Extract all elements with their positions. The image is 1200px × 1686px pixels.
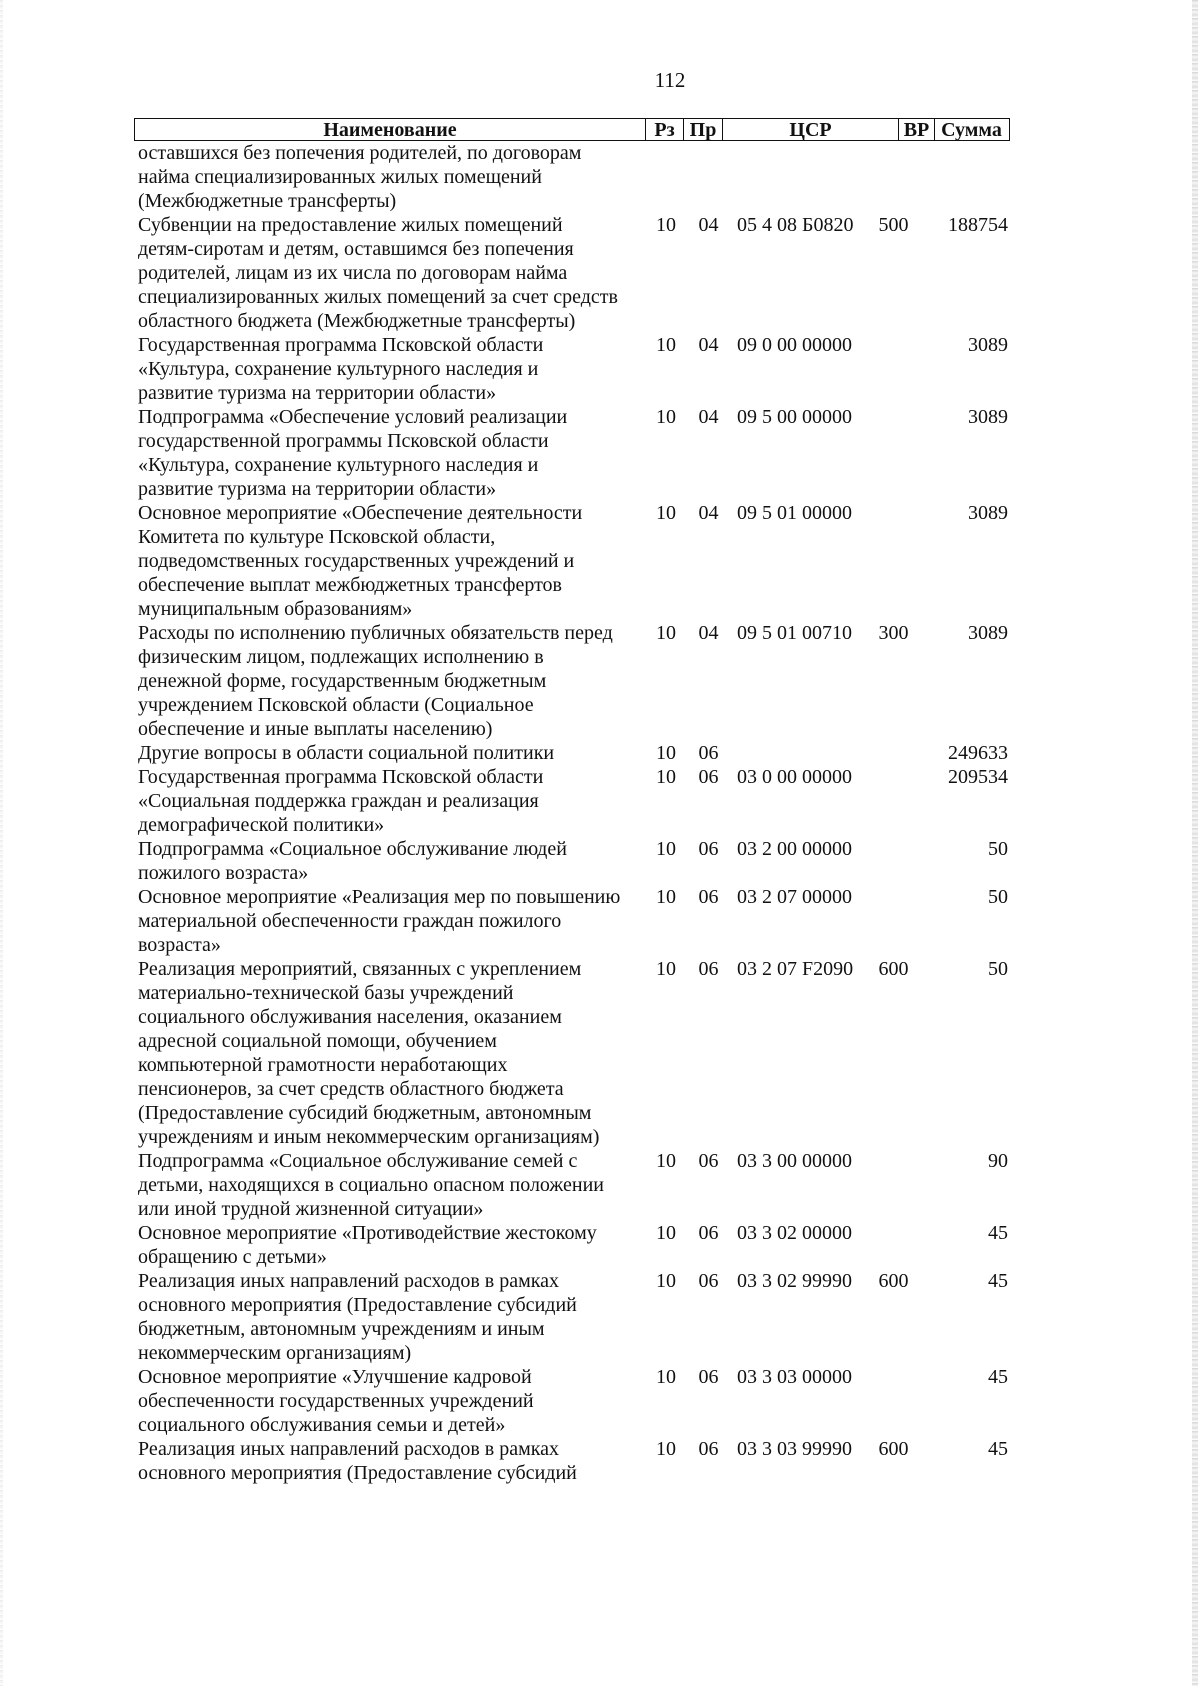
header-sum: Сумма — [934, 119, 1008, 140]
row-csr: 09 5 00 00000 — [737, 406, 852, 428]
row-name-line: основного мероприятия (Предоставление субсидий — [138, 1462, 577, 1484]
table-row — [134, 837, 1010, 885]
row-csr: 05 4 08 Б0820 — [737, 214, 854, 236]
budget-table — [134, 118, 1010, 1485]
row-name — [134, 213, 646, 333]
row-pr: 04 — [698, 214, 719, 236]
row-name-line: возраста» — [138, 934, 221, 956]
row-csr: 03 3 00 00000 — [737, 1150, 852, 1172]
row-csr: 09 0 00 00000 — [737, 334, 852, 356]
row-name — [134, 1149, 646, 1221]
row-csr: 03 3 03 00000 — [737, 1366, 852, 1388]
row-sum: 45 — [988, 1366, 1008, 1388]
header-vr: ВР — [898, 119, 934, 140]
row-name-line: государственной программы Псковской области — [138, 430, 549, 452]
row-name-line: обращению с детьми» — [138, 1246, 327, 1268]
row-name — [134, 741, 646, 765]
row-name-line: Подпрограмма «Обеспечение условий реализации — [138, 406, 568, 428]
table-row — [134, 1365, 1010, 1437]
row-name-line: материальной обеспеченности граждан пожилого — [138, 910, 562, 932]
row-name — [134, 957, 646, 1149]
row-name-line: обеспечение выплат межбюджетных трансфертов — [138, 574, 562, 596]
page-number: 112 — [654, 68, 686, 92]
row-name-line: некоммерческим организациям) — [138, 1342, 412, 1364]
row-name-line: Подпрограмма «Социальное обслуживание людей — [138, 838, 567, 860]
row-rz: 10 — [656, 1270, 676, 1292]
row-pr: 06 — [698, 766, 719, 788]
row-name-line: пенсионеров, за счет средств областного бюджета — [138, 1078, 564, 1100]
row-name-line: «Культура, сохранение культурного наследия и — [138, 454, 539, 476]
row-name-line: «Культура, сохранение культурного наследия и — [138, 358, 539, 380]
row-name-line: найма специализированных жилых помещений — [138, 166, 542, 188]
row-name-line: социального обслуживания семьи и детей» — [138, 1414, 506, 1436]
row-name-line: или иной трудной жизненной ситуации» — [138, 1198, 484, 1220]
row-name — [134, 333, 646, 405]
row-rz: 10 — [656, 766, 676, 788]
row-name-line: учреждениям и иным некоммерческим организациям) — [138, 1126, 600, 1148]
table-row — [134, 405, 1010, 501]
row-name-line: Реализация мероприятий, связанных с укреплением — [138, 958, 582, 980]
row-rz: 10 — [656, 886, 676, 908]
row-rz: 10 — [656, 334, 676, 356]
row-name-line: компьютерной грамотности неработающих — [138, 1054, 508, 1076]
row-name-line: основного мероприятия (Предоставление субсидий — [138, 1294, 577, 1316]
row-name-line: Основное мероприятие «Реализация мер по повышению — [138, 886, 621, 908]
row-name-line: денежной форме, государственным бюджетным — [138, 670, 547, 692]
row-name — [134, 1269, 646, 1365]
row-name-line: родителей, лицам из их числа по договорам найма — [138, 262, 568, 284]
header-csr: ЦСР — [722, 119, 898, 140]
row-pr: 04 — [698, 622, 719, 644]
row-name-line: Основное мероприятие «Противодействие жестокому — [138, 1222, 597, 1244]
row-pr: 04 — [698, 502, 719, 524]
row-name-line: областного бюджета (Межбюджетные трансферты) — [138, 310, 576, 332]
row-name-line: Подпрограмма «Социальное обслуживание семей с — [138, 1150, 578, 1172]
row-sum: 90 — [988, 1150, 1008, 1172]
table-row — [134, 1221, 1010, 1269]
row-pr: 06 — [698, 958, 719, 980]
row-sum: 50 — [988, 838, 1008, 860]
row-rz: 10 — [656, 838, 676, 860]
row-rz: 10 — [656, 1222, 676, 1244]
header-name: Наименование — [323, 119, 457, 141]
row-name-line: Комитета по культуре Псковской области, — [138, 526, 496, 548]
row-name-line: Государственная программа Псковской области — [138, 334, 544, 356]
row-name-line: детям-сиротам и детям, оставшимся без попечения — [138, 238, 574, 260]
row-name-line: Другие вопросы в области социальной политики — [138, 742, 555, 764]
row-name-line: обеспеченности государственных учреждений — [138, 1390, 534, 1412]
row-pr: 06 — [698, 1366, 719, 1388]
row-name-line: учреждением Псковской области (Социальное — [138, 694, 534, 716]
row-sum: 209534 — [948, 766, 1008, 788]
row-name-line: Расходы по исполнению публичных обязательств перед — [138, 622, 613, 644]
table-row — [134, 957, 1010, 1149]
row-sum: 3089 — [968, 406, 1008, 428]
table-row — [134, 501, 1010, 621]
row-name-line: муниципальным образованиям» — [138, 598, 413, 620]
row-rz: 10 — [656, 742, 676, 764]
header-rz: Рз — [645, 119, 683, 140]
row-name-line: материально-технической базы учреждений — [138, 982, 514, 1004]
row-pr: 06 — [698, 742, 719, 764]
row-sum: 45 — [988, 1438, 1008, 1460]
row-pr: 06 — [698, 838, 719, 860]
row-name — [134, 1365, 646, 1437]
row-name-line: развитие туризма на территории области» — [138, 478, 497, 500]
row-name-line: пожилого возраста» — [138, 862, 309, 884]
table-row — [134, 1437, 1010, 1485]
table-row — [134, 213, 1010, 333]
row-sum: 3089 — [968, 334, 1008, 356]
row-name-line: Реализация иных направлений расходов в рамках — [138, 1438, 560, 1460]
table-row — [134, 1149, 1010, 1221]
row-sum: 3089 — [968, 622, 1008, 644]
row-name — [134, 1221, 646, 1269]
row-name-line: оставшихся без попечения родителей, по договорам — [138, 142, 582, 164]
row-name-line: физическим лицом, подлежащих исполнению в — [138, 646, 544, 668]
table-row — [134, 741, 1010, 765]
row-pr: 06 — [698, 1438, 719, 1460]
row-csr: 09 5 01 00000 — [737, 502, 852, 524]
table-header — [134, 118, 1010, 141]
table-row — [134, 885, 1010, 957]
row-name-line: демографической политики» — [138, 814, 385, 836]
row-pr: 06 — [698, 1270, 719, 1292]
row-vr: 300 — [878, 622, 909, 644]
row-pr: 06 — [698, 886, 719, 908]
table-row — [134, 141, 1010, 213]
row-sum: 45 — [988, 1222, 1008, 1244]
row-csr: 03 3 02 99990 — [737, 1270, 852, 1292]
row-name-line: «Социальная поддержка граждан и реализация — [138, 790, 539, 812]
row-name-line: (Предоставление субсидий бюджетным, автономным — [138, 1102, 592, 1124]
row-csr: 03 2 07 00000 — [737, 886, 852, 908]
row-sum: 50 — [988, 886, 1008, 908]
table-row — [134, 765, 1010, 837]
row-vr: 600 — [878, 1438, 909, 1460]
row-vr: 600 — [878, 958, 909, 980]
row-pr: 04 — [698, 406, 719, 428]
row-csr: 03 2 00 00000 — [737, 838, 852, 860]
row-sum: 3089 — [968, 502, 1008, 524]
row-rz: 10 — [656, 622, 676, 644]
row-csr: 03 3 02 00000 — [737, 1222, 852, 1244]
row-rz: 10 — [656, 1366, 676, 1388]
row-name-line: (Межбюджетные трансферты) — [138, 190, 397, 212]
table-row — [134, 333, 1010, 405]
row-name — [134, 885, 646, 957]
row-name — [134, 621, 646, 741]
row-name-line: Субвенции на предоставление жилых помещений — [138, 214, 563, 236]
row-name-line: Государственная программа Псковской области — [138, 766, 544, 788]
row-name-line: специализированных жилых помещений за счет средств — [138, 286, 618, 308]
scan-left-edge — [0, 0, 3, 1686]
row-pr: 04 — [698, 334, 719, 356]
row-name-line: Основное мероприятие «Обеспечение деятельности — [138, 502, 583, 524]
row-rz: 10 — [656, 406, 676, 428]
table-body — [134, 141, 1010, 1485]
row-vr: 500 — [878, 214, 909, 236]
row-name-line: социального обслуживания населения, оказанием — [138, 1006, 562, 1028]
row-name — [134, 765, 646, 837]
row-rz: 10 — [656, 502, 676, 524]
row-csr: 03 3 03 99990 — [737, 1438, 852, 1460]
row-rz: 10 — [656, 1150, 676, 1172]
row-name-line: детьми, находящихся в социально опасном положении — [138, 1174, 604, 1196]
row-csr: 03 2 07 F2090 — [737, 958, 854, 980]
row-name — [134, 837, 646, 885]
row-csr: 03 0 00 00000 — [737, 766, 852, 788]
scan-right-edge — [1192, 0, 1198, 1686]
row-name-line: Основное мероприятие «Улучшение кадровой — [138, 1366, 532, 1388]
row-pr: 06 — [698, 1150, 719, 1172]
row-name — [134, 501, 646, 621]
row-sum: 50 — [988, 958, 1008, 980]
row-pr: 06 — [698, 1222, 719, 1244]
row-sum: 188754 — [948, 214, 1008, 236]
header-pr: Пр — [683, 119, 722, 140]
row-name — [134, 1437, 646, 1485]
row-name-line: обеспечение и иные выплаты населению) — [138, 718, 493, 740]
row-name — [134, 141, 646, 213]
row-name — [134, 405, 646, 501]
row-name-line: Реализация иных направлений расходов в рамках — [138, 1270, 560, 1292]
row-rz: 10 — [656, 214, 676, 236]
row-name-line: бюджетным, автономным учреждениям и иным — [138, 1318, 545, 1340]
row-vr: 600 — [878, 1270, 909, 1292]
table-row — [134, 621, 1010, 741]
row-rz: 10 — [656, 958, 676, 980]
row-name-line: подведомственных государственных учреждений и — [138, 550, 575, 572]
row-name-line: развитие туризма на территории области» — [138, 382, 497, 404]
row-rz: 10 — [656, 1438, 676, 1460]
row-sum: 249633 — [948, 742, 1008, 764]
row-sum: 45 — [988, 1270, 1008, 1292]
row-name-line: адресной социальной помощи, обучением — [138, 1030, 497, 1052]
row-csr: 09 5 01 00710 — [737, 622, 852, 644]
table-row — [134, 1269, 1010, 1365]
